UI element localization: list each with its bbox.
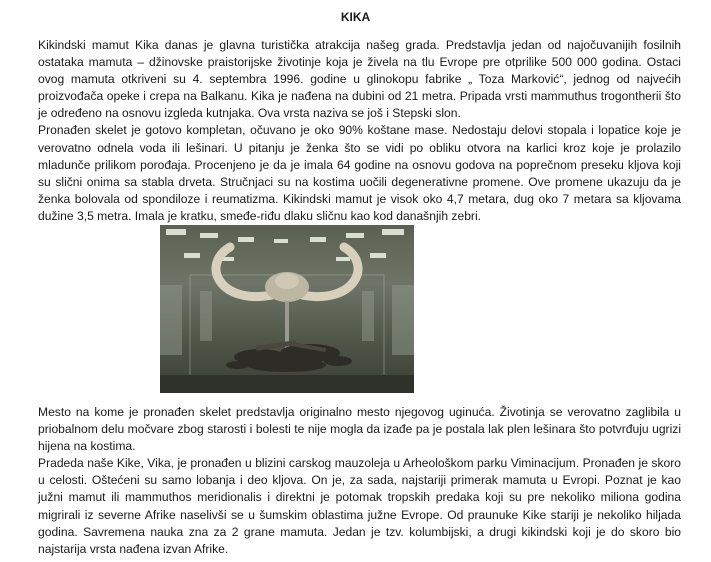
paragraph-skeleton: Pronađen skelet je gotovo kompletan, očuvano je oko 90% koštane mase. Nedostaju delovi stopala i lopatice koje je verovatno odnela voda ili lešinari. U pitanju je ženka što se vidi po obliku otvora na karlici kroz koje je prolazilo mladunče prilikom porođaja. Procenjeno je da je imala 64 godine na osnovu godova na poprečnom preseku kljova koji su slični onima sa stabla drveta. Stručnjaci su na kostima uočili degenerativne promene. Ove promene ukazuju da je ženka bolovala od spondiloze i reumatizma. Kikindski mamut je visok oko 4,7 metara, dug oko 7 metara sa kljovama dužine 3,5 metra. Imala je kratku, smeđe-riđu dlaku sličnu kao kod današnjih zebri. xyxy=(38,123,681,223)
text-block-bottom xyxy=(38,404,681,558)
mammoth-skeleton-photo xyxy=(160,225,414,393)
page-title: KIKA xyxy=(340,10,371,24)
paragraph-discovery: Kikindski mamut Kika danas je glavna turistička atrakcija našeg grada. Predstavlja jedan od najočuvanijih fosilnih ostataka mamuta – džinovske praistorijske životinje koja je živela na tlu Evrope pre otprilike 500 000 godina. Ostaci ovog mamuta otkriveni su 4. septembra 1996. godine u glinokopu fabrike „ Toza Marković“, jednog od najvećih proizvođača opeke i crepa na Balkanu. Kika je nađena na dubini od 21 metra. Pripada vrsti mammuthus trogontherii što je određeno na osnovu izgleda kutnjaka. Ova vrsta naziva se još i Stepski slon. xyxy=(38,38,681,121)
mammoth-skeleton-illustration xyxy=(160,225,414,393)
paragraph-death-site: Mesto na kome je pronađen skelet predstavlja originalno mesto njegovog uginuća. Životinja se verovatno zaglibila u priobalnom delu močvare zbog starosti i bolesti te nije mogla da izađe pa je postala lak plen lešinara što potvrđuju ugrizi hijena na kostima. xyxy=(38,405,681,454)
paragraph-ancestor-vika: Pradeda naše Kike, Vika, je pronađen u blizini carskog mauzoleja u Arheološkom parku Viminacijum. Pronađen je skoro u celosti. Oštećeni su samo lobanja i deo kljova. On je, za sada, najstariji primerak mamuta u Evropi. Poznat je kao južni mamut ili mammuthos meridionalis i direktni je potomak tropskih predaka koji su pre nekoliko miliona godina migrirali iz severne Afrike naselivši se u šumskim oblastima južne Evrope. Od praunuke Kike stariji je nekoliko hiljada godina. Savremena nauka zna za 2 grane mamuta. Jedan je tzv. kolumbijski, a drugi kikindski koji je do skoro bio najstarija vrsta nađena izvan Afrike. xyxy=(38,456,681,556)
text-block-top xyxy=(38,37,681,225)
